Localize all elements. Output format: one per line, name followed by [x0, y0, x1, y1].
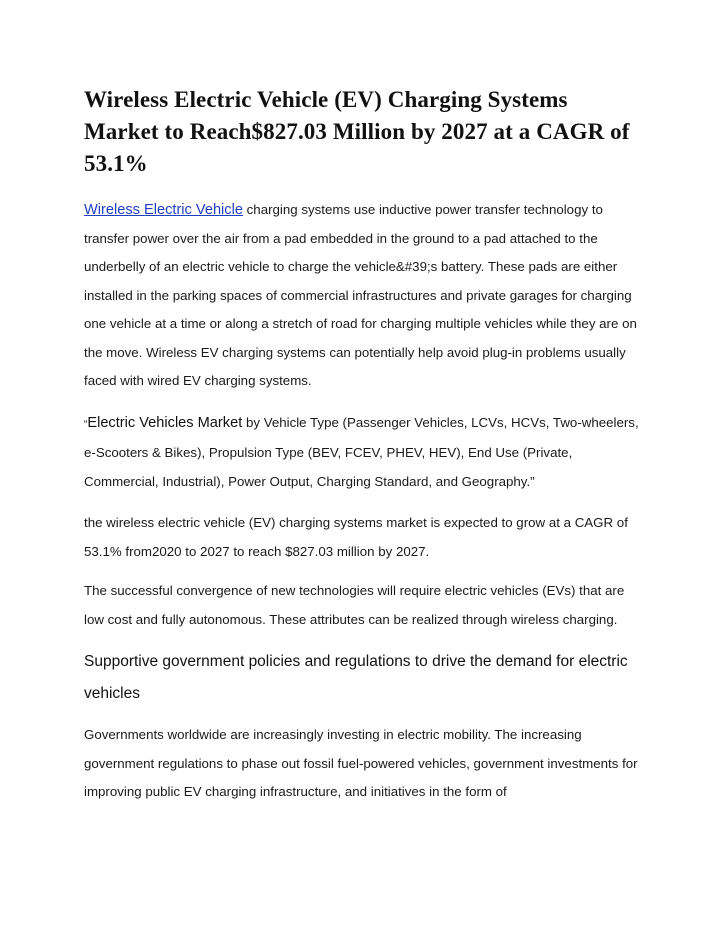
report-scope-text: by Vehicle Type (Passenger Vehicles, LCVs, HCVs, Two-wheelers, e-Scooters & Bikes), Propulsion Type (BEV, FCEV, PHEV, HEV), End Use (Private, Commercial, Industrial), Power Output, Charging Standard, and Geography.”	[84, 414, 639, 489]
open-quote: “	[84, 418, 88, 430]
paragraph-intro	[84, 196, 640, 396]
paragraph-governments: Governments worldwide are increasingly investing in electric mobility. The increasing government regulations to phase out fossil fuel-powered vehicles, government investments for improving public EV charging infrastructure, and initiatives in the form of	[84, 727, 638, 799]
wireless-ev-link[interactable]: Wireless Electric Vehicle	[84, 202, 243, 218]
section-heading: Supportive government policies and regulations to drive the demand for electric vehicles	[84, 653, 628, 702]
paragraph-intro-text: charging systems use inductive power transfer technology to transfer power over the air from a pad embedded in the ground to a pad attached to the underbelly of an electric vehicle to charge the vehicle&#39;s battery. These pads are either installed in the parking spaces of commercial infrastructures and private garages for charging one vehicle at a time or along a stretch of road for charging multiple vehicles while they are on the move. Wireless EV charging systems can potentially help avoid plug-in problems usually faced with wired EV charging systems.	[84, 202, 637, 388]
paragraph-convergence: The successful convergence of new technologies will require electric vehicles (EVs) that are low cost and fully autonomous. These attributes can be realized through wireless charging.	[84, 583, 625, 627]
paragraph-forecast: the wireless electric vehicle (EV) charging systems market is expected to grow at a CAGR of 53.1% from2020 to 2027 to reach $827.03 million by 2027.	[84, 515, 628, 559]
document-page	[84, 84, 640, 807]
report-lead-text: Electric Vehicles Market	[87, 414, 243, 431]
document-title: Wireless Electric Vehicle (EV) Charging Systems Market to Reach$827.03 Million by 2027 at a CAGR of 53.1%	[84, 87, 630, 176]
paragraph-report-scope	[84, 409, 640, 497]
